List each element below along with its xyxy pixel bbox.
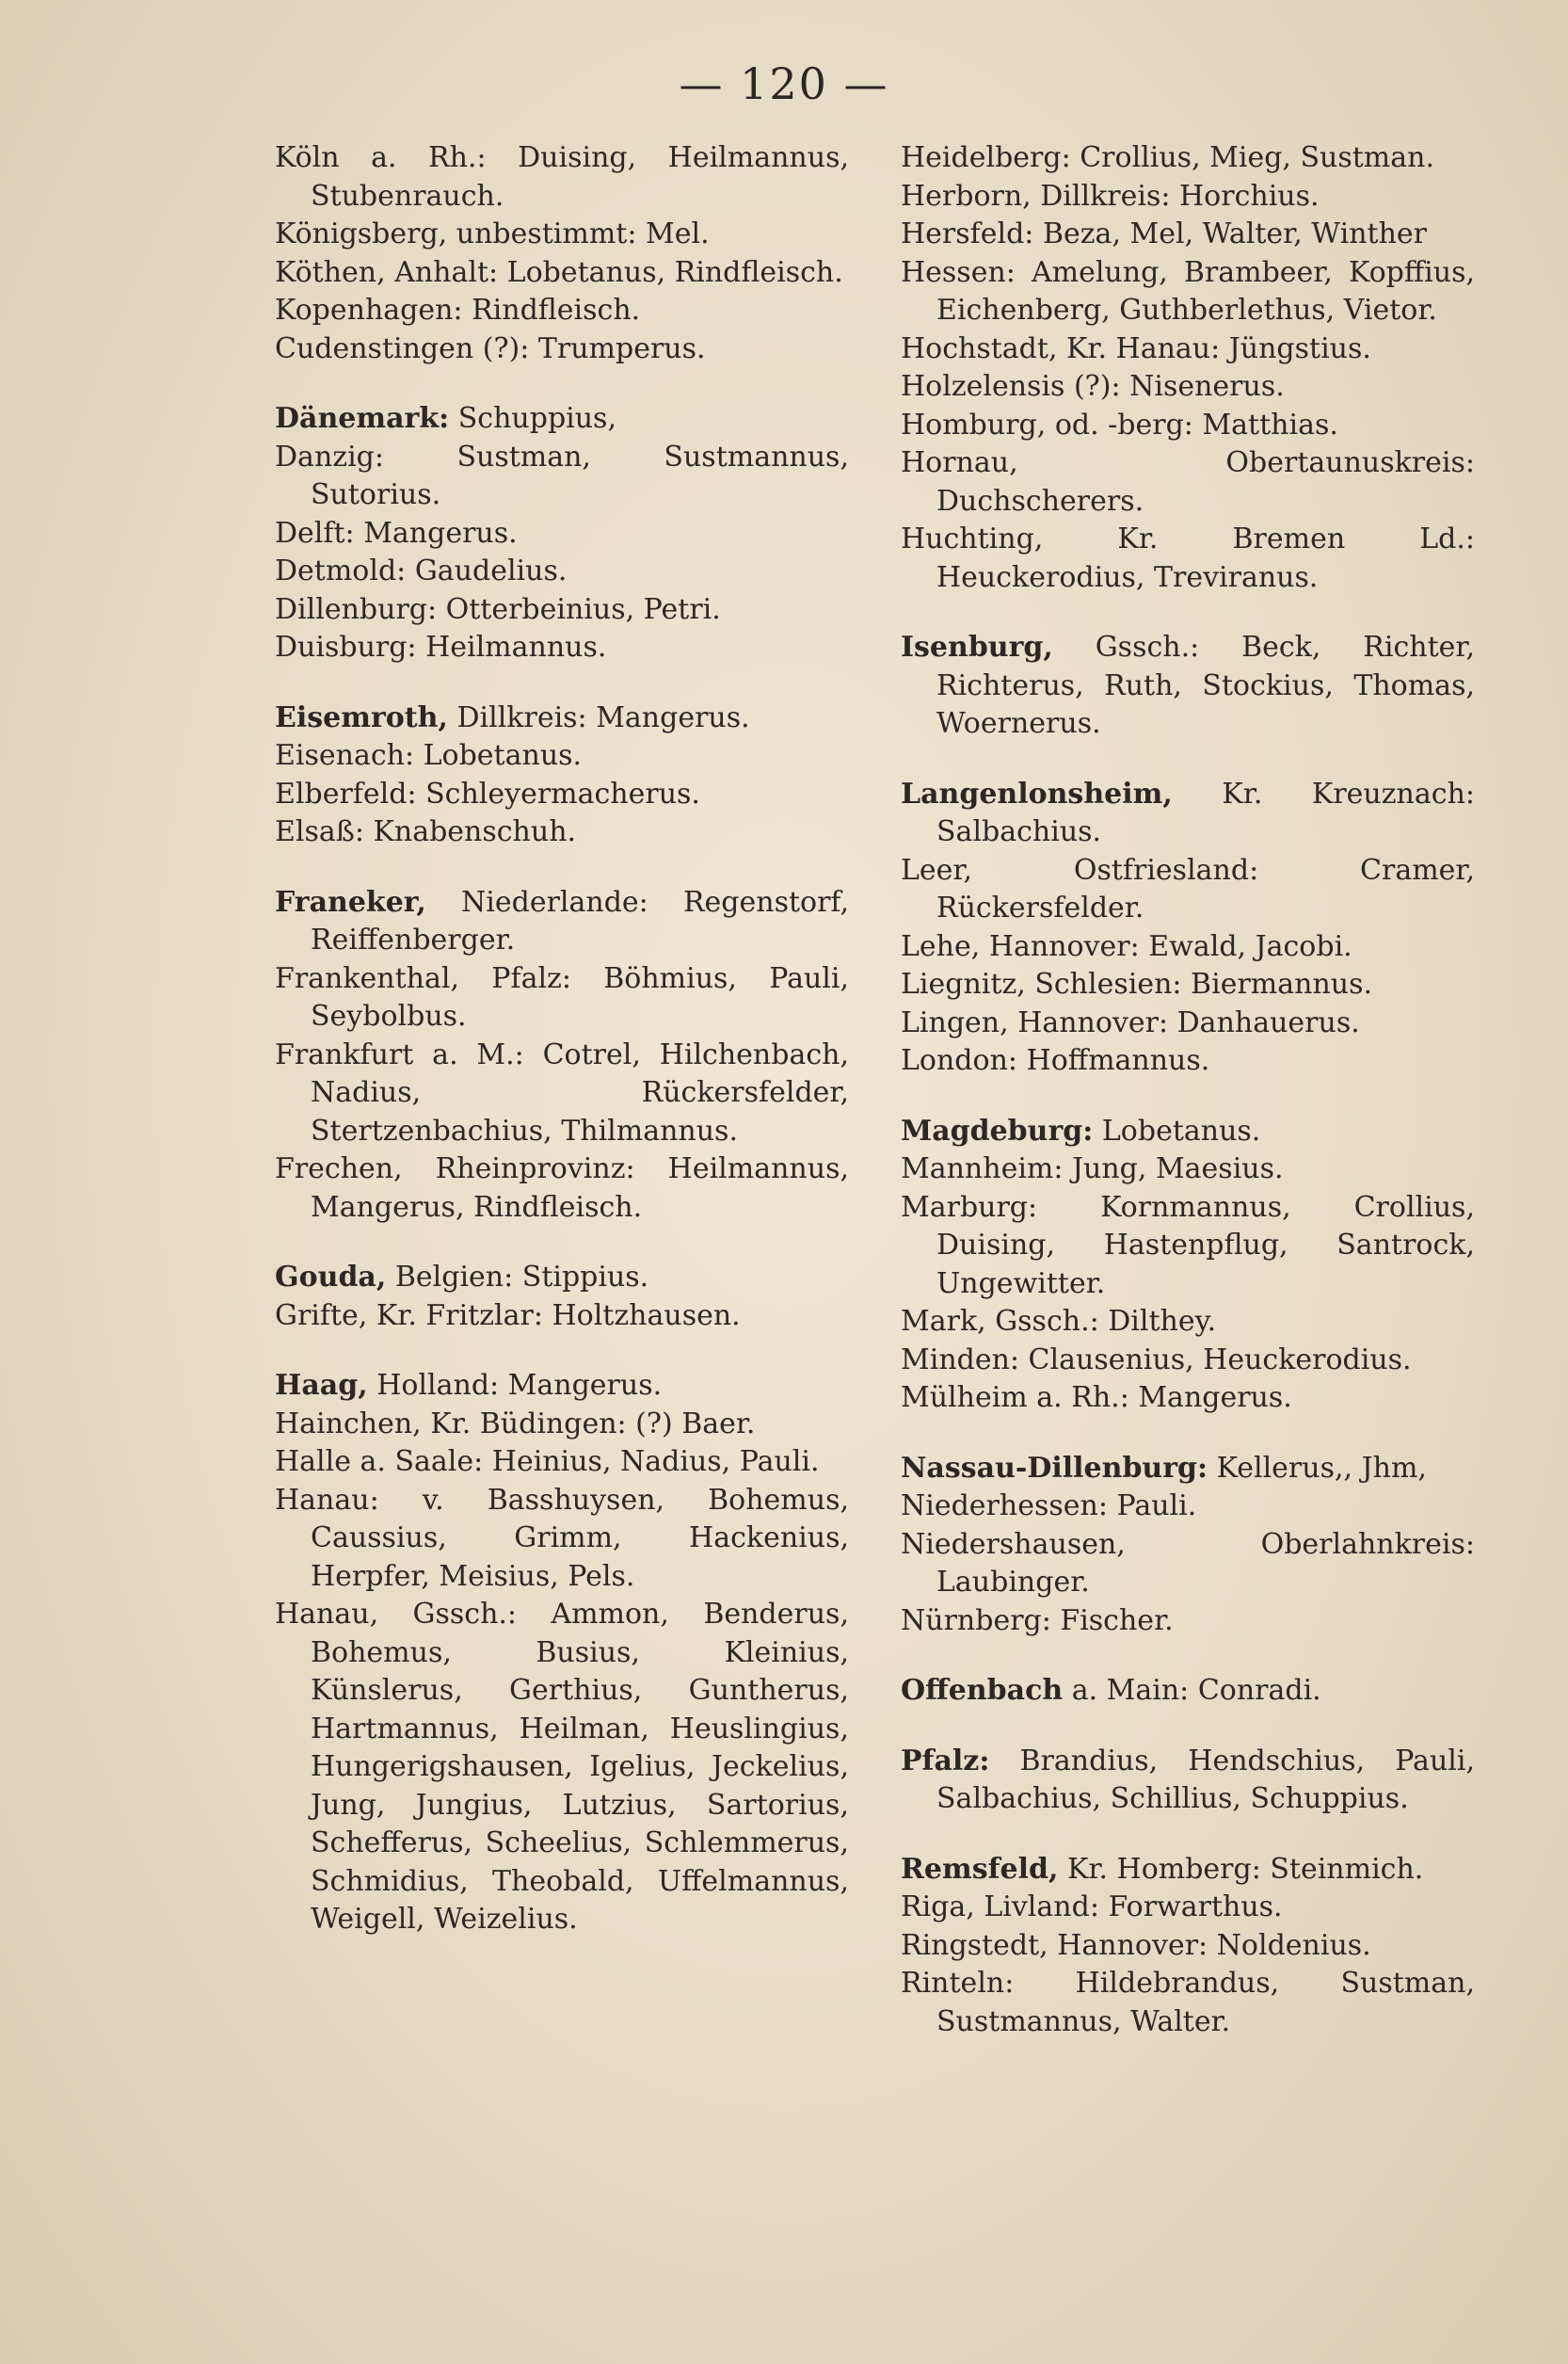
- entry-text: Hainchen, Kr. Büdingen: (?) Baer.: [275, 1407, 756, 1440]
- entry-group: [901, 1113, 1475, 1418]
- index-entry: [901, 444, 1475, 521]
- index-entry: [901, 1005, 1475, 1043]
- entry-text: Liegnitz, Schlesien: Biermannus.: [901, 968, 1373, 1001]
- entry-text: Schuppius,: [449, 402, 616, 435]
- entry-text: Hanau: v. Basshuysen, Bohemus, Caussius, Grimm, Hackenius, Herpfer, Meisius, Pels.: [275, 1483, 849, 1593]
- entry-text: Brandius, Hendschius, Pauli, Salbachius, Schillius, Schuppius.: [936, 1744, 1475, 1815]
- index-entry: [275, 700, 849, 738]
- index-entry: [901, 1042, 1475, 1081]
- entry-group: [275, 700, 849, 852]
- entry-heading: Offenbach: [901, 1674, 1064, 1707]
- entry-group: [901, 1450, 1475, 1641]
- index-entry: [901, 1150, 1475, 1189]
- left-column: [275, 139, 849, 2073]
- entry-text: Niederhessen: Pauli.: [901, 1489, 1197, 1522]
- entry-text: Kr. Kreuznach: Salbachius.: [936, 777, 1475, 848]
- index-entry: [275, 1406, 849, 1444]
- entry-text: Elsaß: Knabenschuh.: [275, 815, 577, 848]
- entry-text: Heidelberg: Crollius, Mieg, Sustman.: [901, 141, 1434, 174]
- index-entry: [901, 1889, 1475, 1927]
- index-entry: [275, 515, 849, 554]
- entry-group: [275, 139, 849, 368]
- entry-group: [901, 629, 1475, 744]
- index-entry: [901, 1526, 1475, 1602]
- index-entry: [275, 1482, 849, 1597]
- index-entry: [901, 330, 1475, 369]
- entry-text: Lingen, Hannover: Danhauerus.: [901, 1005, 1360, 1039]
- entry-text: Holzelensis (?): Nisenerus.: [901, 370, 1285, 403]
- index-entry: [275, 884, 849, 960]
- entry-heading: Eisemroth,: [275, 700, 448, 734]
- entry-text: Eisenach: Lobetanus.: [275, 739, 583, 772]
- index-entry: [275, 553, 849, 591]
- entry-heading: Langenlonsheim,: [901, 777, 1173, 811]
- index-entry: [901, 1113, 1475, 1151]
- index-entry: [901, 1450, 1475, 1488]
- entry-heading: Magdeburg:: [901, 1114, 1094, 1148]
- entry-text: Dillenburg: Otterbeinius, Petri.: [275, 592, 721, 626]
- entry-text: Frankfurt a. M.: Cotrel, Hilchenbach, Nadius, Rückersfelder, Stertzenbachius, Thilmannus.: [275, 1037, 849, 1148]
- entry-text: Frankenthal, Pfalz: Böhmius, Pauli, Seybolbus.: [275, 961, 849, 1033]
- entry-text: Kellerus,, Jhm,: [1208, 1451, 1427, 1485]
- entry-group: [275, 400, 849, 667]
- entry-text: Lobetanus.: [1093, 1114, 1261, 1148]
- entry-text: Herborn, Dillkreis: Horchius.: [901, 179, 1320, 213]
- entry-text: Elberfeld: Schleyermacherus.: [275, 777, 700, 811]
- index-entry: [901, 1342, 1475, 1380]
- entry-text: Holland: Mangerus.: [367, 1369, 663, 1402]
- entry-text: Detmold: Gaudelius.: [275, 555, 568, 587]
- entry-text: Hanau, Gssch.: Ammon, Benderus, Bohemus, Busius, Kleinius, Künslerus, Gerthius, Guntherus, Hartmannus, Heilman, Heuslingius, Hungerigshausen, Igelius, Jeckelius, Jung, Jungius, Lutzius, Sartorius, Schefferus, Scheelius, Schlemmerus, Schmidius, Theobald, Uffelmannus, Weigell, Weizelius.: [275, 1598, 849, 1936]
- index-entry: [275, 400, 849, 439]
- index-entry: [901, 1743, 1475, 1819]
- entry-text: Hornau, Obertaunuskreis: Duchscherers.: [901, 446, 1475, 518]
- index-entry: [901, 966, 1475, 1005]
- index-columns: [275, 139, 1475, 2073]
- index-entry: [275, 1443, 849, 1482]
- index-entry: [275, 591, 849, 630]
- index-entry: [901, 1488, 1475, 1526]
- entry-text: Gssch.: Beck, Richter, Richterus, Ruth, Stockius, Thomas, Woernerus.: [936, 631, 1475, 740]
- index-entry: [901, 254, 1475, 330]
- page-number: — 120 —: [679, 58, 889, 109]
- index-entry: [275, 629, 849, 667]
- entry-text: Marburg: Kornmannus, Crollius, Duising, Hastenpflug, Santrock, Ungewitter.: [901, 1190, 1475, 1300]
- entry-heading: Franeker,: [275, 885, 426, 919]
- index-entry: [275, 737, 849, 776]
- entry-text: Mark, Gssch.: Dilthey.: [901, 1305, 1217, 1338]
- entry-text: Hersfeld: Beza, Mel, Walter, Winther: [901, 217, 1427, 250]
- entry-group: [275, 1367, 849, 1939]
- index-entry: [901, 1303, 1475, 1342]
- entry-text: Huchting, Kr. Bremen Ld.: Heuckerodius, Treviranus.: [901, 523, 1475, 594]
- entry-group: [275, 884, 849, 1228]
- entry-text: London: Hoffmannus.: [901, 1044, 1210, 1077]
- entry-text: Königsberg, unbestimmt: Mel.: [275, 217, 710, 250]
- entry-text: Halle a. Saale: Heinius, Nadius, Pauli.: [275, 1445, 820, 1478]
- entry-text: Niedershausen, Oberlahnkreis: Laubinger.: [901, 1527, 1475, 1599]
- index-entry: [275, 960, 849, 1037]
- entry-text: Kopenhagen: Rindfleisch.: [275, 294, 641, 327]
- entry-text: Hochstadt, Kr. Hanau: Jüngstius.: [901, 331, 1371, 365]
- index-entry: [275, 439, 849, 515]
- index-entry: [901, 216, 1475, 254]
- entry-text: Duisburg: Heilmannus.: [275, 631, 607, 664]
- index-entry: [901, 1927, 1475, 1966]
- index-entry: [275, 813, 849, 852]
- index-entry: [901, 1189, 1475, 1304]
- entry-group: [901, 139, 1475, 597]
- entry-text: Riga, Livland: Forwarthus.: [901, 1890, 1283, 1923]
- entry-text: Mannheim: Jung, Maesius.: [901, 1152, 1284, 1185]
- entry-text: Delft: Mangerus.: [275, 516, 518, 550]
- entry-text: Leer, Ostfriesland: Cramer, Rückersfelder.: [901, 853, 1475, 925]
- entry-heading: Isenburg,: [901, 631, 1053, 664]
- entry-heading: Nassau-Dillenburg:: [901, 1451, 1208, 1485]
- index-entry: [275, 330, 849, 369]
- entry-text: Grifte, Kr. Fritzlar: Holtzhausen.: [275, 1298, 741, 1332]
- index-entry: [901, 1851, 1475, 1890]
- index-entry: [901, 629, 1475, 744]
- index-entry: [901, 776, 1475, 852]
- entry-heading: Pfalz:: [901, 1744, 990, 1777]
- index-entry: [901, 1602, 1475, 1641]
- index-entry: [275, 254, 849, 293]
- entry-text: Köthen, Anhalt: Lobetanus, Rindfleisch.: [275, 255, 843, 289]
- entry-text: Belgien: Stippius.: [386, 1261, 649, 1294]
- index-entry: [901, 407, 1475, 445]
- entry-text: Niederlande: Regenstorf, Reiffenberger.: [311, 885, 849, 957]
- index-entry: [275, 1596, 849, 1939]
- index-entry: [901, 1965, 1475, 2041]
- entry-text: Homburg, od. -berg: Matthias.: [901, 408, 1338, 442]
- entry-text: Mülheim a. Rh.: Mangerus.: [901, 1381, 1292, 1414]
- index-entry: [275, 1259, 849, 1297]
- index-entry: [901, 521, 1475, 597]
- index-entry: [901, 928, 1475, 967]
- index-entry: [275, 1367, 849, 1406]
- index-entry: [275, 216, 849, 254]
- entry-text: Frechen, Rheinprovinz: Heilmannus, Mangerus, Rindfleisch.: [275, 1152, 849, 1224]
- index-entry: [275, 1150, 849, 1227]
- entry-heading: Dänemark:: [275, 402, 450, 435]
- entry-text: Rinteln: Hildebrandus, Sustman, Sustmannus, Walter.: [901, 1967, 1475, 2038]
- index-entry: [901, 1672, 1475, 1711]
- entry-heading: Gouda,: [275, 1261, 387, 1294]
- entry-text: Hessen: Amelung, Brambeer, Kopffius, Eichenberg, Guthberlethus, Vietor.: [901, 255, 1475, 327]
- entry-heading: Haag,: [275, 1369, 368, 1402]
- entry-text: Minden: Clausenius, Heuckerodius.: [901, 1343, 1412, 1376]
- index-entry: [275, 776, 849, 814]
- index-entry: [275, 1037, 849, 1151]
- entry-text: Kr. Homberg: Steinmich.: [1058, 1852, 1424, 1886]
- entry-text: Köln a. Rh.: Duising, Heilmannus, Stubenrauch.: [275, 141, 849, 213]
- entry-group: [901, 1743, 1475, 1819]
- entry-group: [901, 1851, 1475, 2042]
- entry-text: Dillkreis: Mangerus.: [447, 700, 750, 734]
- index-entry: [901, 1379, 1475, 1418]
- index-entry: [275, 139, 849, 216]
- right-column: [901, 139, 1475, 2073]
- entry-group: [275, 1259, 849, 1335]
- index-entry: [275, 1297, 849, 1336]
- entry-text: Ringstedt, Hannover: Noldenius.: [901, 1928, 1371, 1962]
- entry-text: a. Main: Conradi.: [1063, 1674, 1321, 1707]
- entry-text: Lehe, Hannover: Ewald, Jacobi.: [901, 929, 1352, 963]
- entry-group: [901, 1672, 1475, 1711]
- index-entry: [901, 178, 1475, 217]
- entry-group: [901, 776, 1475, 1081]
- index-entry: [275, 292, 849, 330]
- index-entry: [901, 139, 1475, 178]
- index-entry: [901, 368, 1475, 407]
- index-entry: [901, 852, 1475, 928]
- entry-heading: Remsfeld,: [901, 1852, 1059, 1886]
- entry-text: Cudenstingen (?): Trumperus.: [275, 331, 706, 365]
- entry-text: Nürnberg: Fischer.: [901, 1603, 1174, 1637]
- entry-text: Danzig: Sustman, Sustmannus, Sutorius.: [275, 440, 849, 511]
